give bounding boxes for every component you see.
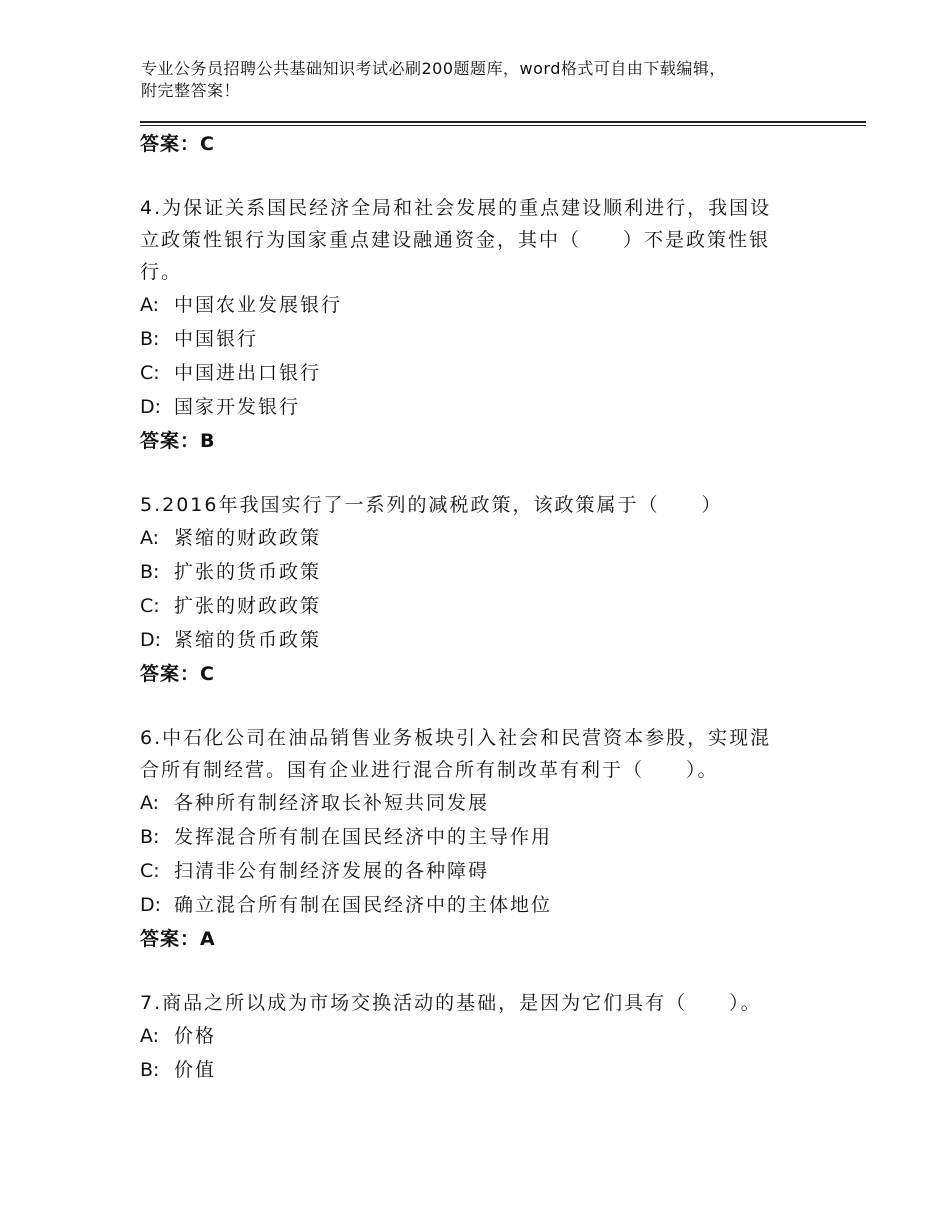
answer-option xyxy=(140,623,830,657)
answer-option xyxy=(140,356,830,390)
answer-option xyxy=(140,854,830,888)
option-letter: D: xyxy=(140,396,162,418)
header-rule-thin xyxy=(140,125,866,126)
option-text: 紧缩的货币政策 xyxy=(174,629,322,651)
question-stem-line: 4.为保证关系国民经济全局和社会发展的重点建设顺利进行，我国设 xyxy=(140,197,772,219)
option-text: 中国进出口银行 xyxy=(174,362,322,384)
question-stem-line: 合所有制经营。国有企业进行混合所有制改革有利于（ ）。 xyxy=(140,759,719,781)
option-text: 扩张的货币政策 xyxy=(174,561,322,583)
option-letter: C: xyxy=(140,595,160,617)
question-answer: 答案：B xyxy=(140,430,216,452)
option-letter: D: xyxy=(140,894,162,916)
previous-question-answer: 答案：C xyxy=(140,133,215,155)
question-block xyxy=(140,192,830,458)
question-block xyxy=(140,987,830,1087)
option-letter: B: xyxy=(140,561,160,583)
question-answer: 答案：C xyxy=(140,663,215,685)
answer-option xyxy=(140,288,830,322)
question-stem-line: 6.中石化公司在油品销售业务板块引入社会和民营资本参股，实现混 xyxy=(140,727,772,749)
option-text: 价格 xyxy=(174,1025,217,1047)
header-rule-thick xyxy=(140,121,866,123)
option-text: 紧缩的财政政策 xyxy=(174,527,322,549)
header-line-1: 专业公务员招聘公共基础知识考试必刷200题题库，word格式可自由下载编辑， xyxy=(141,59,726,78)
option-text: 发挥混合所有制在国民经济中的主导作用 xyxy=(174,826,553,848)
answer-option xyxy=(140,589,830,623)
option-text: 确立混合所有制在国民经济中的主体地位 xyxy=(174,894,553,916)
question-block xyxy=(140,489,830,691)
option-letter: C: xyxy=(140,362,160,384)
answer-option xyxy=(140,888,830,922)
option-text: 各种所有制经济取长补短共同发展 xyxy=(174,792,490,814)
answer-option xyxy=(140,786,830,820)
answer-option xyxy=(140,820,830,854)
option-letter: A: xyxy=(140,792,160,814)
header-line-2: 附完整答案！ xyxy=(141,81,241,100)
option-letter: B: xyxy=(140,1059,160,1081)
answer-option xyxy=(140,521,830,555)
option-text: 中国银行 xyxy=(174,328,259,350)
answer-option xyxy=(140,555,830,589)
option-text: 价值 xyxy=(174,1059,217,1081)
option-text: 扫清非公有制经济发展的各种障碍 xyxy=(174,860,490,882)
document-header xyxy=(141,58,821,102)
option-text: 国家开发银行 xyxy=(174,396,301,418)
option-letter: A: xyxy=(140,294,160,316)
option-letter: C: xyxy=(140,860,160,882)
answer-option xyxy=(140,1019,830,1053)
question-stem-line: 立政策性银行为国家重点建设融通资金，其中（ ）不是政策性银 xyxy=(140,229,771,251)
question-stem-line: 5.2016年我国实行了一系列的减税政策，该政策属于（ ） xyxy=(140,494,723,516)
question-block xyxy=(140,722,830,956)
option-letter: B: xyxy=(140,826,160,848)
question-answer: 答案：A xyxy=(140,928,216,950)
option-letter: A: xyxy=(140,1025,160,1047)
answer-option xyxy=(140,390,830,424)
option-letter: A: xyxy=(140,527,160,549)
answer-option xyxy=(140,1053,830,1087)
question-stem-line: 行。 xyxy=(140,261,183,283)
option-text: 中国农业发展银行 xyxy=(174,294,343,316)
option-letter: B: xyxy=(140,328,160,350)
question-list xyxy=(140,192,830,1118)
answer-option xyxy=(140,322,830,356)
option-text: 扩张的财政政策 xyxy=(174,595,322,617)
question-stem-line: 7.商品之所以成为市场交换活动的基础，是因为它们具有（ ）。 xyxy=(140,992,762,1014)
option-letter: D: xyxy=(140,629,162,651)
